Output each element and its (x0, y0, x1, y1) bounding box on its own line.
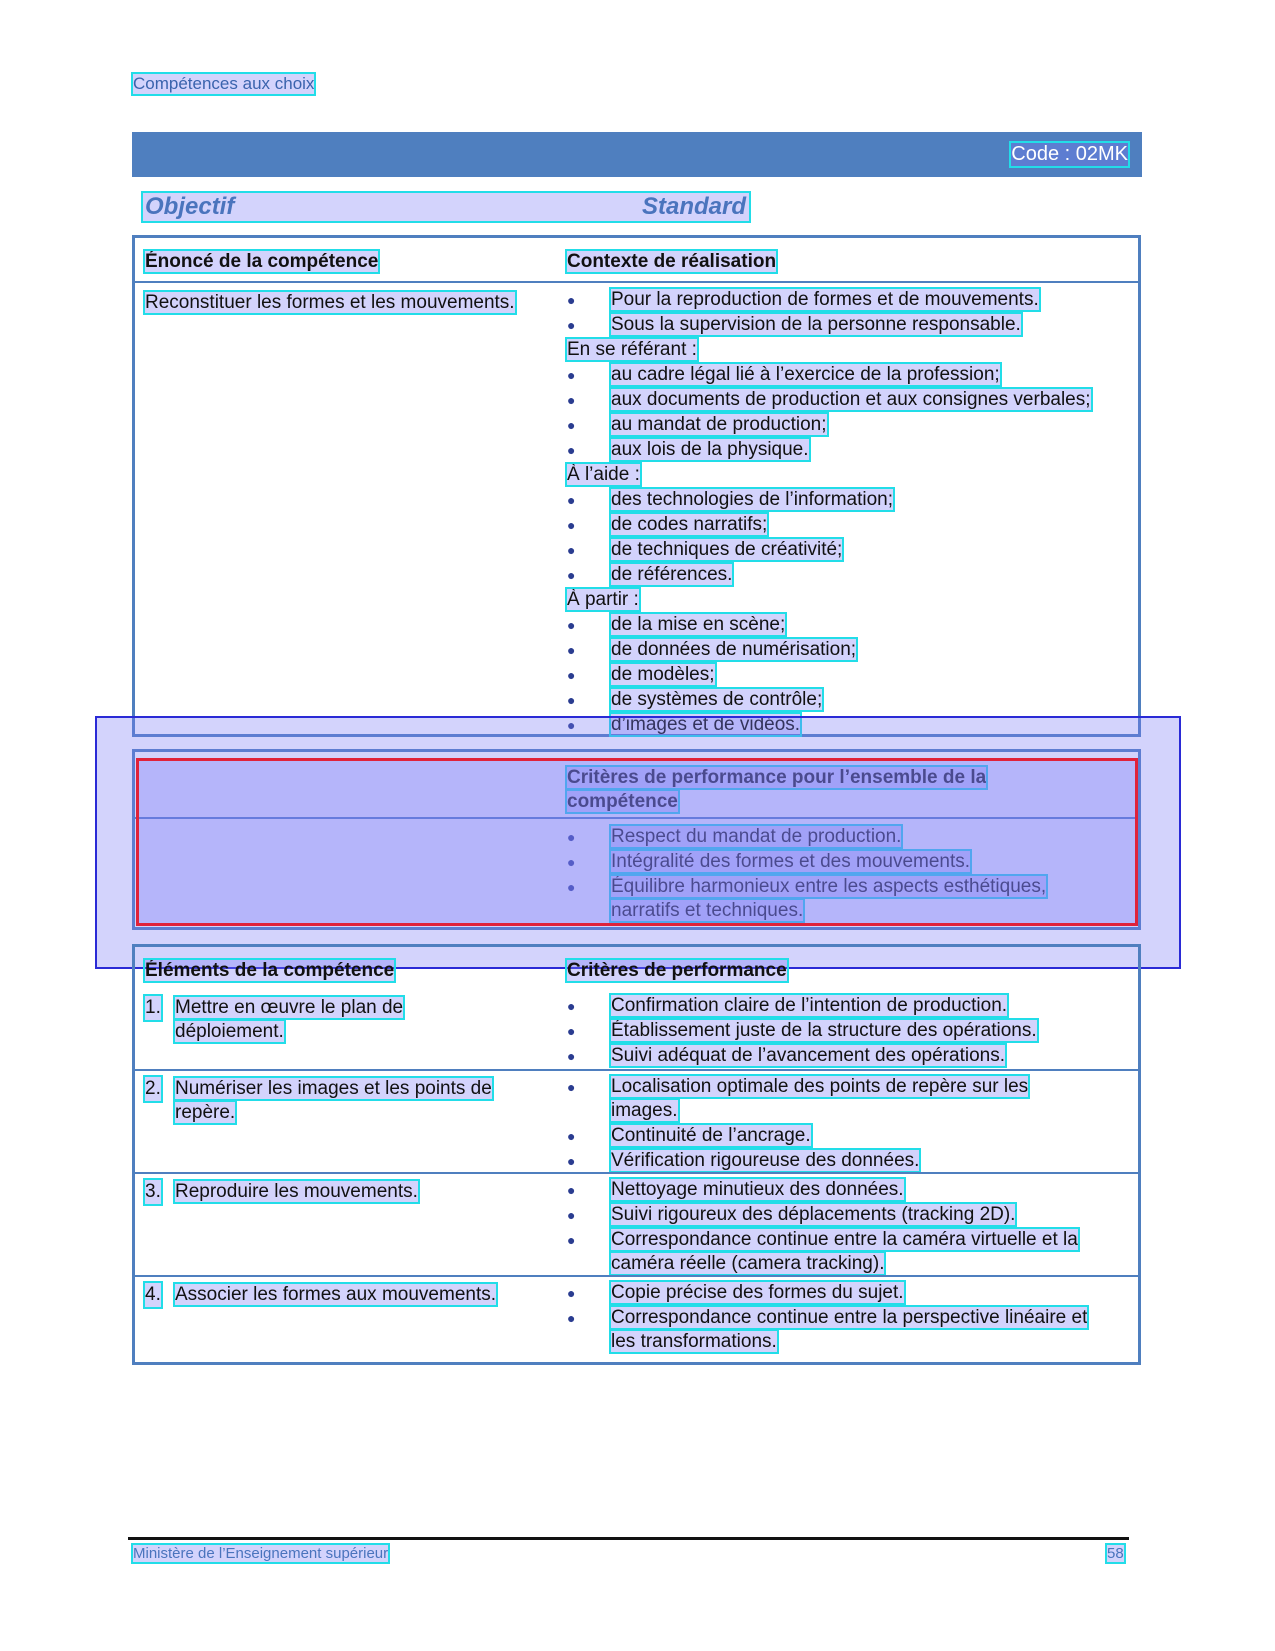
bullet-line (611, 1330, 1128, 1354)
element-criterion (567, 1075, 1128, 1123)
bullet-icon: ● (567, 392, 576, 408)
bullet-line (611, 1252, 1128, 1276)
bullet-icon: ● (567, 1128, 576, 1144)
context-header: Contexte de réalisation (567, 251, 777, 272)
bullet-icon: ● (567, 998, 576, 1014)
element-criterion (567, 1019, 1128, 1043)
global-criteria-header-line1: Critères de performance pour l’ensemble de la (567, 767, 987, 788)
bullet-text: Établissement juste de la structure des opérations. (611, 1020, 1037, 1041)
element-criterion (567, 1124, 1128, 1148)
element-criterion (567, 1281, 1128, 1305)
bullet-icon: ● (567, 1232, 576, 1248)
bullet-line (611, 1228, 1128, 1252)
bullet-line (611, 1099, 1128, 1123)
element-line (175, 1101, 545, 1125)
context-subheading-text: À l’aide : (567, 464, 640, 485)
bullet-text: Correspondance continue entre la perspective linéaire et (611, 1307, 1088, 1328)
bullet-icon: ● (567, 1048, 576, 1064)
element-numbered (145, 1283, 545, 1307)
element-text: Associer les formes aux mouvements. (175, 1284, 497, 1305)
bullet-text: Respect du mandat de production. (611, 826, 902, 847)
element-criteria-list (567, 1075, 1128, 1174)
context-subheading-text: À partir : (567, 589, 639, 610)
element-number: 1. (145, 997, 161, 1018)
element-description (145, 1077, 545, 1125)
bullet-text: Nettoyage minutieux des données. (611, 1179, 904, 1200)
bullet-text: Intégralité des formes et des mouvements. (611, 851, 971, 872)
bullet-icon: ● (567, 417, 576, 433)
element-criterion (567, 1178, 1128, 1202)
bullet-text: Suivi adéquat de l’avancement des opérations. (611, 1045, 1005, 1066)
context-item (567, 563, 1128, 587)
context-item (567, 613, 1128, 637)
context-item-text: au cadre légal lié à l’exercice de la profession; (611, 364, 1000, 385)
element-criterion (567, 994, 1128, 1018)
footer-rule (128, 1537, 1129, 1540)
bullet-text: Suivi rigoureux des déplacements (tracking 2D). (611, 1204, 1016, 1225)
bullet-icon: ● (567, 854, 576, 870)
competency-statement-table (132, 235, 1141, 737)
element-criterion (567, 1149, 1128, 1173)
element-line (175, 1077, 545, 1101)
statement-header: Énoncé de la compétence (145, 251, 379, 272)
context-subheading (567, 338, 1128, 362)
bullet-icon: ● (567, 1182, 576, 1198)
bullet-text: Vérification rigoureuse des données. (611, 1150, 920, 1171)
context-item (567, 538, 1128, 562)
element-numbered (145, 996, 545, 1044)
bullet-icon: ● (567, 1285, 576, 1301)
bullet-line (611, 1203, 1128, 1227)
competency-statement: Reconstituer les formes et les mouvements. (145, 292, 515, 313)
element-line (175, 1020, 545, 1044)
code-banner (132, 132, 1142, 177)
context-item-text: Sous la supervision de la personne responsable. (611, 314, 1021, 335)
bullet-line (611, 1019, 1128, 1043)
selection-highlight (136, 758, 1138, 926)
global-criteria-header-line2: compétence (567, 791, 678, 812)
bullet-line (611, 1281, 1128, 1305)
element-text: Reproduire les mouvements. (175, 1181, 418, 1202)
bullet-icon: ● (567, 879, 576, 895)
context-item-text: de références. (611, 564, 733, 585)
bullet-line (611, 1124, 1128, 1148)
element-number: 2. (145, 1078, 161, 1099)
bullet-icon: ● (567, 829, 576, 845)
element-criteria-list (567, 994, 1128, 1069)
bullet-icon: ● (567, 717, 576, 733)
bullet-line (611, 1306, 1128, 1330)
bullet-icon: ● (567, 1310, 576, 1326)
context-item (567, 513, 1128, 537)
bullet-text: narratifs et techniques. (611, 900, 804, 921)
elements-header: Éléments de la compétence (145, 960, 395, 981)
table-body-row (135, 281, 1138, 733)
bullet-text: Confirmation claire de l’intention de production. (611, 995, 1008, 1016)
bullet-text: caméra réelle (camera tracking). (611, 1253, 885, 1274)
bullet-text: Copie précise des formes du sujet. (611, 1282, 904, 1303)
bullet-icon: ● (567, 642, 576, 658)
element-row (135, 990, 1138, 1069)
element-criteria-list (567, 1178, 1128, 1277)
bullet-icon: ● (567, 317, 576, 333)
context-item-text: de codes narratifs; (611, 514, 768, 535)
context-item-text: de systèmes de contrôle; (611, 689, 823, 710)
context-item (567, 488, 1128, 512)
context-item-text: d’images et de vidéos. (611, 714, 801, 735)
element-numbered (145, 1180, 545, 1204)
elements-body (135, 990, 1138, 1353)
bullet-icon: ● (567, 1079, 576, 1095)
element-criteria-list (567, 1281, 1128, 1355)
context-item (567, 388, 1128, 412)
element-row (135, 1275, 1138, 1353)
bullet-icon: ● (567, 567, 576, 583)
bullet-text: les transformations. (611, 1331, 777, 1352)
context-item (567, 288, 1128, 312)
objectif-label: Objectif (145, 193, 235, 220)
context-item-text: des technologies de l’information; (611, 489, 894, 510)
context-item (567, 663, 1128, 687)
bullet-line (611, 1178, 1128, 1202)
criteria-header: Critères de performance (567, 960, 787, 981)
context-item-text: de données de numérisation; (611, 639, 857, 660)
element-numbered (145, 1077, 545, 1125)
context-item-text: au mandat de production; (611, 414, 827, 435)
element-description (145, 1283, 545, 1307)
bullet-icon: ● (567, 1153, 576, 1169)
element-text: déploiement. (175, 1021, 284, 1042)
bullet-icon: ● (567, 542, 576, 558)
bullet-icon: ● (567, 292, 576, 308)
bullet-icon: ● (567, 667, 576, 683)
bullet-text: Localisation optimale des points de repère sur les (611, 1076, 1029, 1097)
page-number: 58 (1107, 1545, 1124, 1562)
context-item-text: de la mise en scène; (611, 614, 786, 635)
context-item (567, 638, 1128, 662)
standard-label: Standard (642, 193, 747, 220)
table-header-row (135, 947, 1138, 990)
bullet-text: Correspondance continue entre la caméra virtuelle et la (611, 1229, 1078, 1250)
element-criterion (567, 1228, 1128, 1276)
bullet-text: Équilibre harmonieux entre les aspects esthétiques, (611, 876, 1047, 897)
context-item (567, 363, 1128, 387)
bullet-line (611, 994, 1128, 1018)
element-text: repère. (175, 1102, 236, 1123)
element-line (175, 996, 545, 1020)
context-item (567, 413, 1128, 437)
bullet-icon: ● (567, 1023, 576, 1039)
bullet-icon: ● (567, 1207, 576, 1223)
context-item-text: aux documents de production et aux consignes verbales; (611, 389, 1091, 410)
element-line (175, 1283, 545, 1307)
element-number: 3. (145, 1181, 161, 1202)
element-criterion (567, 1044, 1128, 1068)
table-header-row (135, 238, 1138, 281)
bullet-icon: ● (567, 692, 576, 708)
running-header: Compétences aux choix (133, 74, 315, 93)
bullet-text: Continuité de l’ancrage. (611, 1125, 811, 1146)
competency-elements-table (132, 944, 1141, 1365)
bullet-icon: ● (567, 617, 576, 633)
footer-ministry: Ministère de l’Enseignement supérieur (133, 1545, 389, 1562)
element-criterion (567, 1203, 1128, 1227)
bullet-icon: ● (567, 492, 576, 508)
context-subheading (567, 463, 1128, 487)
context-subheading-text: En se référant : (567, 339, 697, 360)
bullet-line (611, 1149, 1128, 1173)
context-item (567, 313, 1128, 337)
bullet-icon: ● (567, 517, 576, 533)
element-description (145, 1180, 545, 1204)
objective-standard-row (143, 193, 749, 221)
bullet-icon: ● (567, 367, 576, 383)
bullet-line (611, 1044, 1128, 1068)
competency-code: Code : 02MK (1011, 143, 1128, 165)
context-item-text: de techniques de créativité; (611, 539, 843, 560)
element-description (145, 996, 545, 1044)
element-number: 4. (145, 1284, 161, 1305)
bullet-line (611, 1075, 1128, 1099)
bullet-text: images. (611, 1100, 678, 1121)
context-item (567, 688, 1128, 712)
context-item-text: aux lois de la physique. (611, 439, 809, 460)
context-item-text: de modèles; (611, 664, 715, 685)
context-list (567, 288, 1128, 738)
element-row (135, 1069, 1138, 1172)
element-text: Mettre en œuvre le plan de (175, 997, 404, 1018)
element-row (135, 1172, 1138, 1275)
context-item (567, 438, 1128, 462)
context-subheading (567, 588, 1128, 612)
context-item-text: Pour la reproduction de formes et de mouvements. (611, 289, 1039, 310)
element-text: Numériser les images et les points de (175, 1078, 492, 1099)
element-line (175, 1180, 545, 1204)
bullet-icon: ● (567, 442, 576, 458)
element-criterion (567, 1306, 1128, 1354)
